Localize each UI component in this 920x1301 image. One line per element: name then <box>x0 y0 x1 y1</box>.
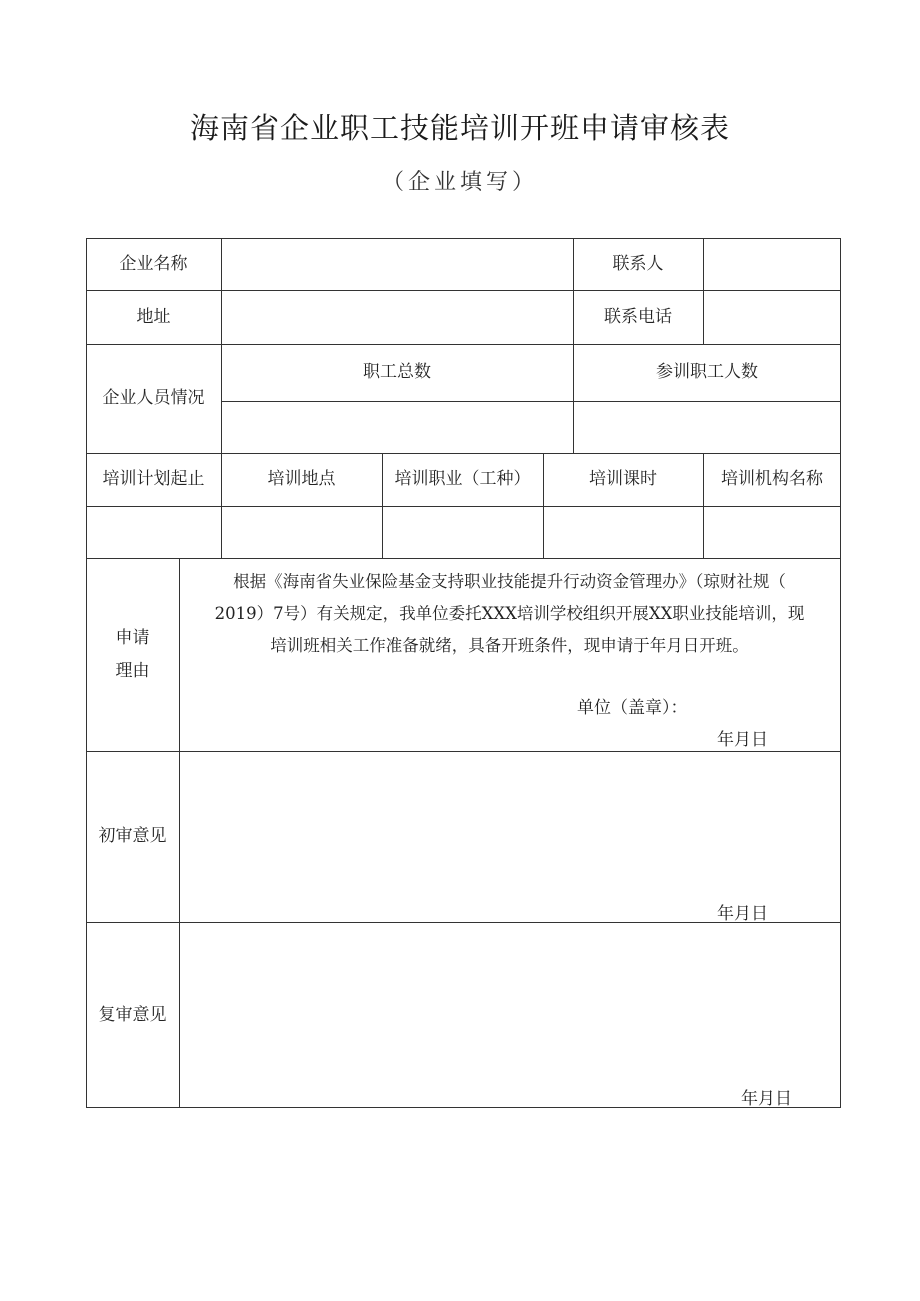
row-divider <box>86 558 841 559</box>
form-title: 海南省企业职工技能培训开班申请审核表 <box>189 111 730 145</box>
total-staff-field[interactable] <box>222 402 572 453</box>
location-label: 培训地点 <box>267 469 336 490</box>
occupation-field[interactable] <box>383 507 543 558</box>
institution-field[interactable] <box>704 507 840 558</box>
initial-review-label: 初审意见 <box>98 826 167 847</box>
final-review-field[interactable] <box>180 923 840 1078</box>
trainee-count-field[interactable] <box>574 402 840 453</box>
trainee-count-label: 参训职工人数 <box>656 362 758 383</box>
reason-date: 年月日 <box>717 730 768 750</box>
reason-line-2: 2019）7号）有关规定，我单位委托XXX培训学校组织开展XX职业技能培训，现 <box>214 604 805 623</box>
reason-text <box>182 566 837 662</box>
final-review-date: 年月日 <box>741 1089 792 1109</box>
occupation-label: 培训职业（工种） <box>394 469 531 490</box>
initial-review-field[interactable] <box>180 752 840 892</box>
company-name-field[interactable] <box>222 239 572 290</box>
location-field[interactable] <box>222 507 382 558</box>
plan-period-field[interactable] <box>87 507 221 558</box>
hours-field[interactable] <box>544 507 703 558</box>
reason-line-1: 根据《海南省失业保险基金支持职业技能提升行动资金管理办》（琼财社规（ <box>233 572 786 591</box>
contact-phone-field[interactable] <box>704 291 840 344</box>
reason-label-line2: 理由 <box>115 660 150 681</box>
reason-label <box>86 558 179 751</box>
reason-label-line1: 申请 <box>115 628 150 649</box>
address-label: 地址 <box>136 306 171 327</box>
form-subtitle: （企业填写） <box>381 170 538 195</box>
contact-person-field[interactable] <box>704 239 840 290</box>
staff-situation-label: 企业人员情况 <box>102 388 205 409</box>
plan-period-label: 培训计划起止 <box>102 469 205 490</box>
contact-person-label: 联系人 <box>612 253 664 274</box>
final-review-label: 复审意见 <box>98 1004 167 1025</box>
contact-phone-label: 联系电话 <box>604 306 672 327</box>
institution-label: 培训机构名称 <box>721 469 823 490</box>
company-name-label: 企业名称 <box>119 253 188 274</box>
seal-label: 单位（盖章）： <box>577 698 688 718</box>
initial-review-date: 年月日 <box>717 904 768 924</box>
address-field[interactable] <box>222 291 572 344</box>
reason-line-3: 培训班相关工作准备就绪，具备开班条件，现申请于年月日开班。 <box>270 636 749 655</box>
total-staff-label: 职工总数 <box>363 362 431 383</box>
hours-label: 培训课时 <box>589 469 657 490</box>
